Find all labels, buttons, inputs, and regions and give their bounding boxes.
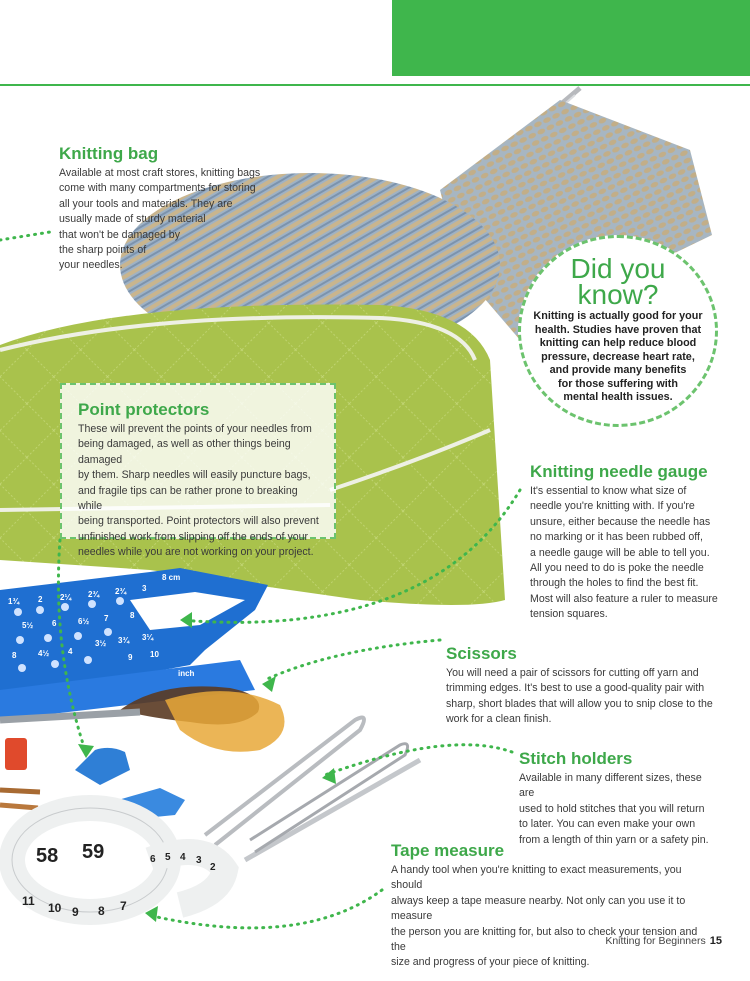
wooden-needle — [0, 805, 38, 808]
text-line: Available in many different sizes, these are — [519, 772, 702, 800]
text-line: for those suffering with — [558, 377, 678, 390]
text-line: all your tools and materials. They are — [59, 197, 233, 210]
text-line: always keep a tape measure nearby. Not only can you use it to measure — [391, 894, 686, 923]
text-line: no marking or it has been rubbed off, — [530, 531, 703, 544]
text-line: your needles. — [59, 259, 123, 272]
text-knitting-bag — [59, 166, 269, 274]
text-line: knitting can help reduce blood — [539, 337, 697, 349]
text-line: unfinished work from slipping off the ends of your — [78, 530, 309, 543]
heading-tape-measure: Tape measure — [391, 841, 505, 860]
gauge-label: 3¼ — [142, 633, 154, 642]
tape-number: 2 — [210, 862, 216, 873]
text-line: mental health issues. — [563, 391, 673, 403]
text-line: usually made of sturdy material — [59, 213, 206, 226]
text-scissors — [446, 666, 716, 728]
text-line: size and progress of your piece of knitting. — [391, 956, 590, 969]
gauge-label: 2¼ — [60, 593, 72, 602]
gauge-label: 7 — [104, 614, 109, 623]
gauge-label: 6 — [52, 619, 57, 628]
tape-number: 59 — [82, 841, 105, 863]
section-stitch-holders — [519, 749, 719, 848]
heading-stitch-holders: Stitch holders — [519, 749, 633, 768]
text-line: Most will also feature a ruler to measure — [530, 592, 718, 605]
text-needle-gauge — [530, 484, 730, 623]
gauge-label: 8 — [12, 651, 17, 660]
gauge-label: 2¾ — [88, 590, 100, 599]
text-line: the sharp points of — [59, 244, 147, 257]
text-line: needle you're knitting with. If you're — [530, 500, 695, 513]
text-line: These will prevent the points of your needles from — [78, 423, 312, 435]
text-line: and provide many benefits — [549, 364, 687, 376]
text-line: work for a clean finish. — [446, 713, 552, 726]
text-line: health. Studies have proven that — [534, 323, 702, 336]
text-line: It's essential to know what size of — [530, 485, 687, 497]
gauge-label: 1¾ — [8, 597, 20, 606]
tape-number: 58 — [36, 845, 59, 867]
scissors-handle-amber — [165, 691, 285, 752]
tape-number: 3 — [196, 855, 202, 866]
gauge-label: 4½ — [38, 649, 50, 658]
did-you-know-title-line: Did you — [570, 253, 666, 284]
header-color-block — [392, 0, 750, 76]
text-line: to later. You can even make your own — [519, 818, 696, 831]
section-needle-gauge — [530, 462, 730, 623]
tape-number: 11 — [22, 894, 35, 908]
gauge-label: 5½ — [22, 621, 34, 630]
gauge-label: 10 — [150, 650, 159, 659]
point-protector — [75, 748, 130, 785]
text-line: trimming edges. It's best to use a good-quality pair with — [446, 682, 705, 695]
text-line: the person you are knitting for, but also to check your tension and the — [391, 925, 698, 954]
tape-number: 5 — [165, 852, 171, 863]
footer-title: Knitting for Beginners — [605, 935, 706, 947]
text-line: unsure, either because the needle has — [530, 515, 711, 528]
gauge-label: 8 — [130, 611, 135, 620]
tape-number: 8 — [98, 904, 105, 918]
text-stitch-holders — [519, 771, 719, 848]
text-line: Knitting is actually good for your — [533, 310, 703, 322]
did-you-know-callout — [518, 235, 718, 427]
tape-number: 6 — [150, 854, 156, 865]
text-line: sharp, short blades that will allow you to snip close to the — [446, 697, 713, 710]
text-point-protectors — [78, 422, 320, 561]
gauge-ruler-label: 8 cm — [162, 573, 181, 582]
wooden-needle — [0, 790, 40, 792]
text-line: A handy tool when you're knitting to exact measurements, you should — [391, 864, 682, 892]
text-tape-measure — [391, 863, 711, 971]
gauge-label: 2 — [38, 595, 43, 604]
text-line: from a length of thin yarn or a safety pin. — [519, 833, 709, 846]
section-point-protectors — [60, 383, 336, 559]
gauge-label: 6½ — [78, 617, 90, 626]
text-line: through the holes to find the best fit. — [530, 577, 699, 590]
row-counter — [5, 738, 27, 770]
text-line: that won't be damaged by — [59, 228, 180, 241]
did-you-know-text — [521, 310, 715, 405]
section-scissors — [446, 644, 716, 728]
text-line: All you need to do is poke the needle — [530, 562, 704, 575]
text-line: Available at most craft stores, knitting bags — [59, 167, 261, 179]
did-you-know-title — [521, 253, 715, 310]
heading-point-protectors: Point protectors — [78, 400, 210, 419]
text-line: being transported. Point protectors will also prevent — [78, 515, 319, 528]
heading-needle-gauge: Knitting needle gauge — [530, 462, 708, 481]
text-line: being damaged, as well as other things being damaged — [78, 438, 291, 466]
tape-number: 9 — [72, 905, 79, 919]
gauge-label: 4 — [68, 647, 73, 656]
text-line: used to hold stitches that you will return — [519, 802, 705, 815]
section-tape-measure — [391, 841, 711, 971]
text-line: a needle gauge will be able to tell you. — [530, 546, 710, 559]
text-line: and fragile tips can be rather prone to breaking while — [78, 484, 298, 513]
heading-knitting-bag: Knitting bag — [59, 144, 159, 163]
gauge-label: 3 — [142, 584, 147, 593]
tape-number: 4 — [180, 852, 186, 863]
did-you-know-title-line: know? — [577, 279, 659, 310]
gauge-label: 9 — [128, 653, 133, 662]
heading-scissors: Scissors — [446, 644, 517, 663]
tape-number: 7 — [120, 899, 127, 913]
text-line: needles while you are not working on your project. — [78, 546, 314, 559]
text-line: tension squares. — [530, 608, 608, 621]
page-footer — [605, 935, 722, 947]
tape-number: 10 — [48, 901, 62, 915]
gauge-inch-label: inch — [178, 669, 195, 678]
gauge-label: 3¾ — [118, 636, 130, 645]
text-line: by them. Sharp needles will easily puncture bags, — [78, 469, 311, 482]
text-line: come with many compartments for storing — [59, 182, 256, 195]
page-number: 15 — [709, 935, 722, 947]
text-line: You will need a pair of scissors for cutting off yarn and — [446, 667, 699, 679]
gauge-label: 2¾ — [115, 587, 127, 596]
section-knitting-bag — [59, 144, 269, 274]
gauge-label: 3½ — [95, 639, 107, 648]
text-line: pressure, decrease heart rate, — [541, 350, 695, 363]
